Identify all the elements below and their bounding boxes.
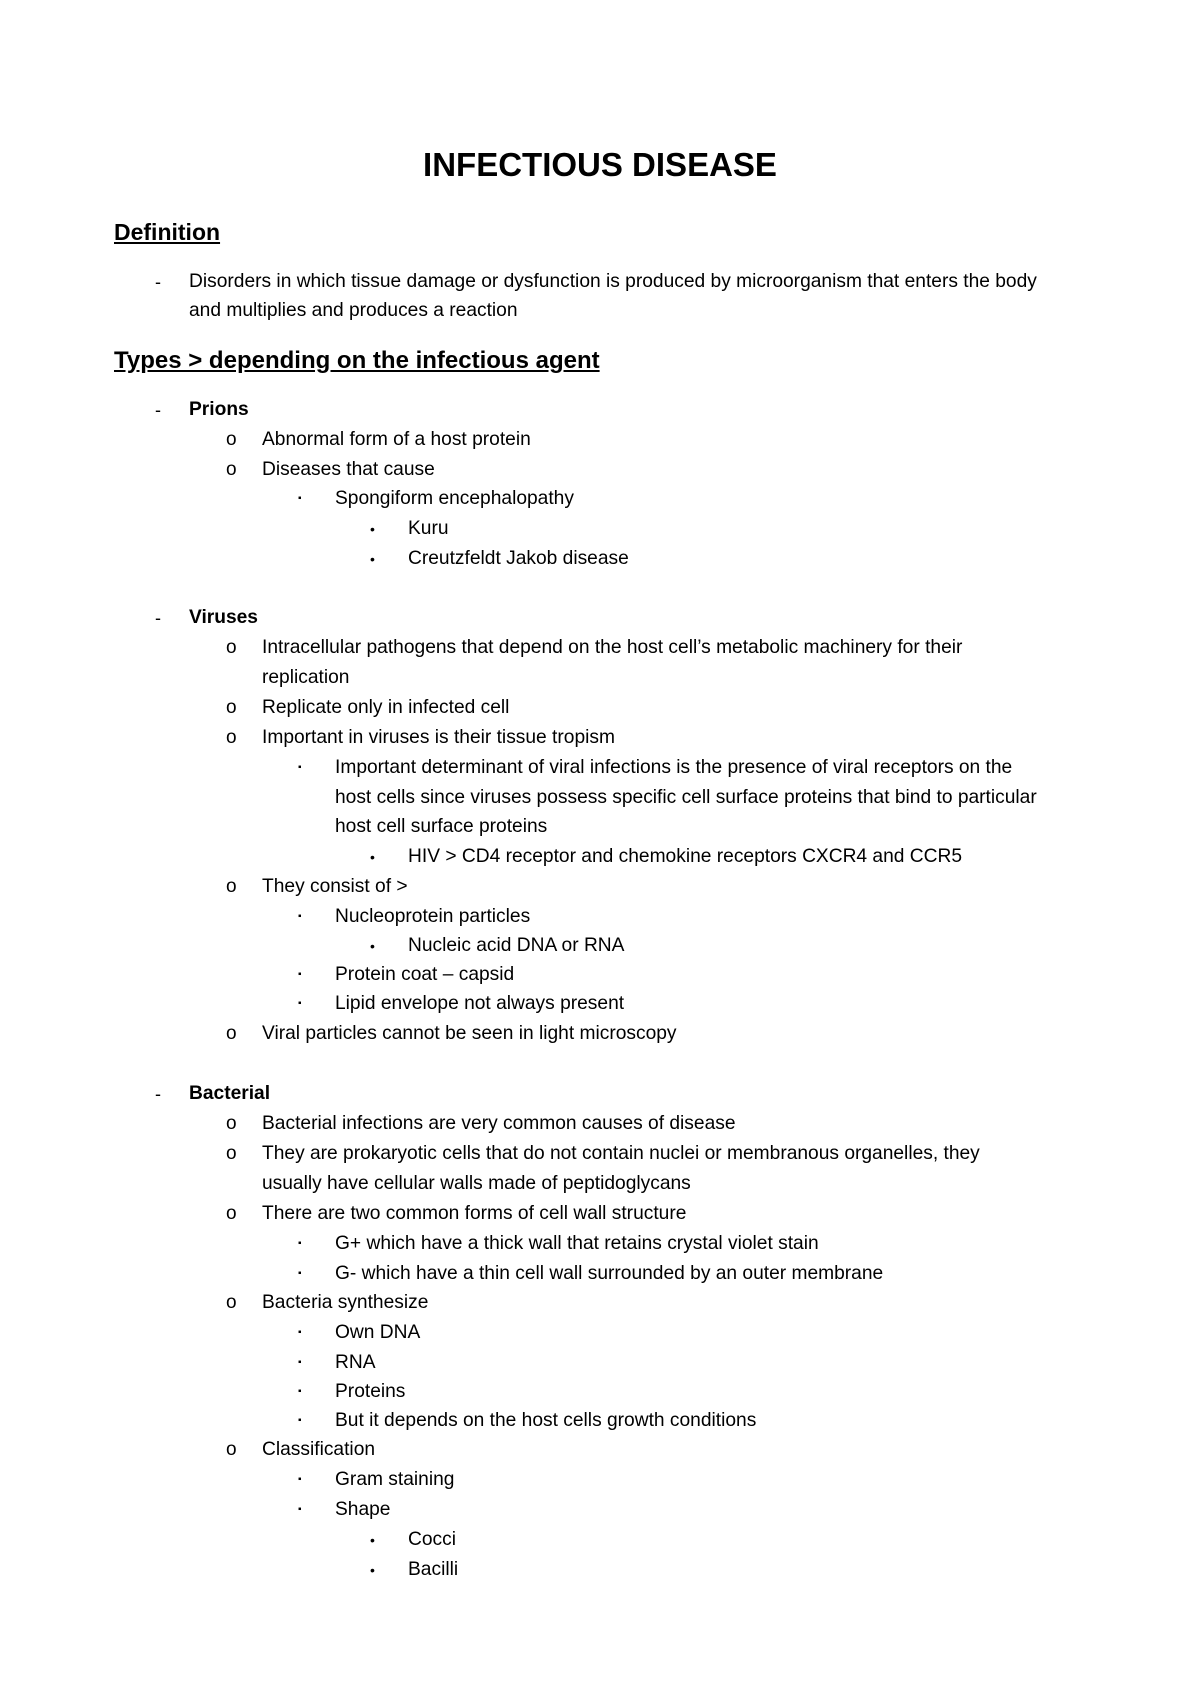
list-item: Protein coat – capsid	[335, 964, 515, 985]
list-item: Spongiform encephalopathy	[335, 488, 574, 509]
list-item: Diseases that cause	[262, 459, 435, 480]
list-item: Nucleoprotein particles	[335, 906, 531, 927]
list-item: Gram staining	[335, 1469, 455, 1490]
definition-text: Disorders in which tissue damage or dysfunction is produced by microorganism that enters the body	[189, 271, 1037, 292]
circle-marker: o	[226, 459, 237, 480]
list-item: Important in viruses is their tissue tropism	[262, 727, 615, 748]
list-item: Lipid envelope not always present	[335, 993, 625, 1014]
list-item: Kuru	[408, 518, 449, 539]
bullet-marker: •	[370, 521, 375, 537]
page-title: INFECTIOUS DISEASE	[423, 146, 777, 183]
square-marker: ▪	[298, 762, 302, 773]
list-item: Bacilli	[408, 1559, 459, 1580]
list-item: Bacteria synthesize	[262, 1292, 429, 1313]
list-item: But it depends on the host cells growth conditions	[335, 1410, 757, 1431]
list-item: host cells since viruses possess specific cell surface proteins that bind to particular	[335, 787, 1037, 808]
square-marker: ▪	[298, 1238, 302, 1249]
square-marker: ▪	[298, 1386, 302, 1397]
list-item: Replicate only in infected cell	[262, 697, 510, 718]
definition-text: and multiplies and produces a reaction	[189, 300, 518, 321]
circle-marker: o	[226, 429, 237, 450]
dash-marker: -	[155, 608, 161, 628]
square-marker: ▪	[298, 1474, 302, 1485]
list-item: usually have cellular walls made of peptidoglycans	[262, 1173, 691, 1194]
list-item: Abnormal form of a host protein	[262, 429, 531, 450]
bullet-marker: •	[370, 1532, 375, 1548]
list-item: They are prokaryotic cells that do not contain nuclei or membranous organelles, they	[262, 1143, 980, 1164]
circle-marker: o	[226, 1023, 237, 1044]
types-heading: Types > depending on the infectious agent	[114, 347, 600, 374]
bullet-marker: •	[370, 551, 375, 567]
square-marker: ▪	[298, 998, 302, 1009]
list-item: G+ which have a thick wall that retains crystal violet stain	[335, 1233, 819, 1254]
list-item: Creutzfeldt Jakob disease	[408, 548, 629, 569]
circle-marker: o	[226, 1203, 237, 1224]
prions-label: Prions	[189, 399, 249, 420]
list-item: Viral particles cannot be seen in light microscopy	[262, 1023, 677, 1044]
square-marker: ▪	[298, 493, 302, 504]
bacterial-label: Bacterial	[189, 1083, 271, 1104]
list-item: host cell surface proteins	[335, 816, 548, 837]
dash-marker: -	[155, 272, 161, 292]
list-item: Important determinant of viral infections is the presence of viral receptors on the	[335, 757, 1013, 778]
list-item: Cocci	[408, 1529, 456, 1550]
square-marker: ▪	[298, 911, 302, 922]
circle-marker: o	[226, 1292, 237, 1313]
list-item: There are two common forms of cell wall structure	[262, 1203, 687, 1224]
definition-heading: Definition	[114, 219, 221, 245]
circle-marker: o	[226, 1439, 237, 1460]
list-item: G- which have a thin cell wall surrounded by an outer membrane	[335, 1263, 884, 1284]
list-item: Intracellular pathogens that depend on the host cell’s metabolic machinery for their	[262, 637, 963, 658]
circle-marker: o	[226, 1143, 237, 1164]
square-marker: ▪	[298, 1504, 302, 1515]
viruses-label: Viruses	[189, 607, 258, 628]
list-item: Shape	[335, 1499, 391, 1520]
square-marker: ▪	[298, 1415, 302, 1426]
circle-marker: o	[226, 1113, 237, 1134]
square-marker: ▪	[298, 969, 302, 980]
list-item: replication	[262, 667, 350, 688]
circle-marker: o	[226, 727, 237, 748]
list-item: RNA	[335, 1352, 376, 1373]
circle-marker: o	[226, 637, 237, 658]
square-marker: ▪	[298, 1327, 302, 1338]
bullet-marker: •	[370, 938, 375, 954]
list-item: Own DNA	[335, 1322, 421, 1343]
dash-marker: -	[155, 400, 161, 420]
square-marker: ▪	[298, 1357, 302, 1368]
list-item: Proteins	[335, 1381, 406, 1402]
square-marker: ▪	[298, 1268, 302, 1279]
circle-marker: o	[226, 697, 237, 718]
bullet-marker: •	[370, 849, 375, 865]
dash-marker: -	[155, 1084, 161, 1104]
list-item: HIV > CD4 receptor and chemokine receptors CXCR4 and CCR5	[408, 846, 963, 867]
list-item: They consist of >	[262, 876, 408, 897]
circle-marker: o	[226, 876, 237, 897]
list-item: Bacterial infections are very common causes of disease	[262, 1113, 736, 1134]
bullet-marker: •	[370, 1562, 375, 1578]
list-item: Nucleic acid DNA or RNA	[408, 935, 625, 956]
list-item: Classification	[262, 1439, 376, 1460]
